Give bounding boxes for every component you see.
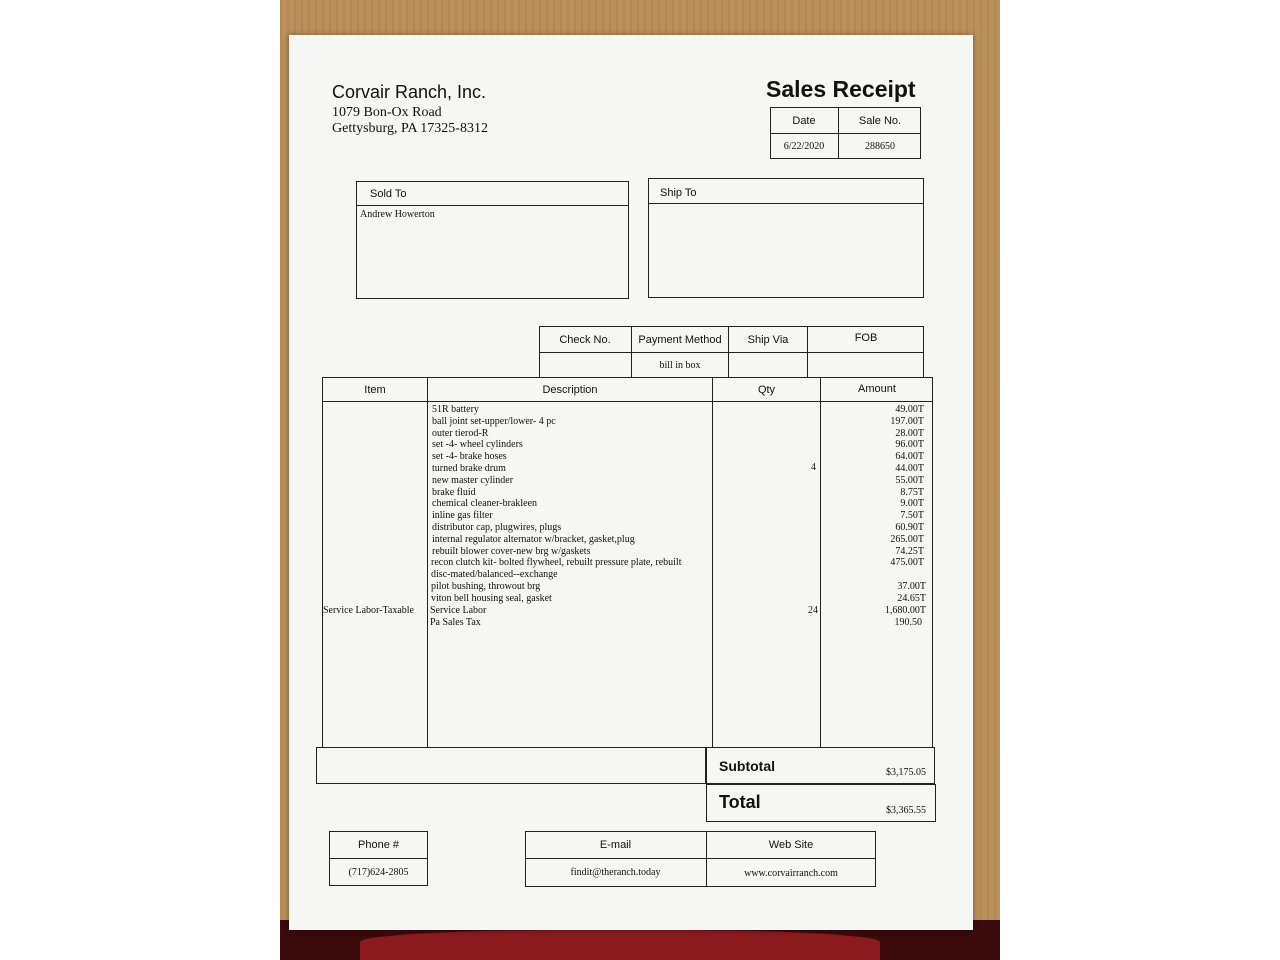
line-description: distributor cap, plugwires, plugs [432,522,562,533]
column-header-qty: Qty [757,383,776,396]
line-amount: 9.00T [900,498,924,509]
line-amount: 44.00T [895,463,924,474]
line-description: viton bell housing seal, gasket [431,593,552,604]
divider [427,377,428,748]
line-description: Service Labor [430,605,487,616]
line-qty: 24 [808,605,818,616]
email-label: E-mail [599,839,632,851]
email-value: findit@theranch.today [570,866,661,878]
payment-method-label: Payment Method [638,333,722,346]
fob-label: FOB [854,332,878,344]
phone-value: (717)624-2805 [348,866,409,878]
check-no-label: Check No. [559,333,611,346]
column-header-description: Description [542,383,598,396]
subtotal-value: $3,175.05 [886,767,926,778]
company-address-line2: Gettysburg, PA 17325-8312 [332,121,488,136]
ship-to-label: Ship To [660,187,697,199]
line-amount: 64.00T [895,451,924,462]
totals-left-box [316,747,706,784]
line-amount: 197.00T [890,416,924,427]
sale-no-label: Sale No. [858,114,902,127]
line-description: internal regulator alternator w/bracket, gasket,plug [432,534,635,545]
line-description: ball joint set-upper/lower- 4 pc [432,416,556,427]
divider [356,205,629,206]
line-amount: 37.00T [897,581,926,592]
total-value: $3,365.55 [886,805,926,816]
line-amount: 49.00T [895,404,924,415]
line-description: set -4- wheel cylinders [432,439,523,450]
divider [322,401,933,402]
line-description: new master cylinder [432,475,514,486]
line-description: turned brake drum [432,463,506,474]
line-amount: 7.50T [900,510,924,521]
line-description: set -4- brake hoses [432,451,507,462]
website-value: www.corvairranch.com [744,867,838,879]
line-amount: 24.65T [897,593,926,604]
subtotal-label: Subtotal [719,758,775,774]
divider [712,377,713,748]
divider [648,203,924,204]
sold-to-name: Andrew Howerton [360,209,435,220]
company-address-line1: 1079 Bon-Ox Road [332,105,442,120]
line-amount: 190.50 [894,617,922,628]
line-amount: 1,680.00T [884,605,926,616]
line-description: brake fluid [432,487,476,498]
line-description: outer tierod-R [432,428,489,439]
column-header-item: Item [364,383,386,396]
line-description: inline gas filter [432,510,493,521]
website-label: Web Site [768,839,814,851]
document-title: Sales Receipt [766,76,916,102]
sale-no-value: 288650 [865,141,895,152]
date-label: Date [792,114,816,127]
line-amount: 74.25T [895,546,924,557]
line-qty: 4 [811,462,816,473]
payment-method-value: bill in box [659,359,701,371]
line-amount: 28.00T [895,428,924,439]
line-amount: 60.90T [895,522,924,533]
ship-via-label: Ship Via [747,333,789,346]
line-description: pilot bushing, throwout brg [431,581,541,592]
line-description: recon clutch kit- bolted flywheel, rebuilt pressure plate, rebuilt [431,557,682,568]
line-amount: 265.00T [890,534,924,545]
line-description: chemical cleaner-brakleen [432,498,538,509]
date-value: 6/22/2020 [783,141,825,152]
line-description: disc-mated/balanced--exchange [431,569,558,580]
divider [539,352,924,353]
phone-label: Phone # [358,839,399,851]
line-amount: 8.75T [900,487,924,498]
cloth-fold [360,930,880,960]
line-item-code: Service Labor-Taxable [323,605,414,616]
line-description: 51R battery [432,404,479,415]
line-amount: 475.00T [890,557,924,568]
column-header-amount: Amount [858,382,896,395]
line-description: rebuilt blower cover-new brg w/gaskets [432,546,591,557]
company-name: Corvair Ranch, Inc. [332,82,487,102]
sold-to-label: Sold To [370,188,407,200]
line-amount: 96.00T [895,439,924,450]
line-description: Pa Sales Tax [430,617,481,628]
divider [820,377,821,748]
total-label: Total [719,792,761,812]
line-amount: 55.00T [895,475,924,486]
